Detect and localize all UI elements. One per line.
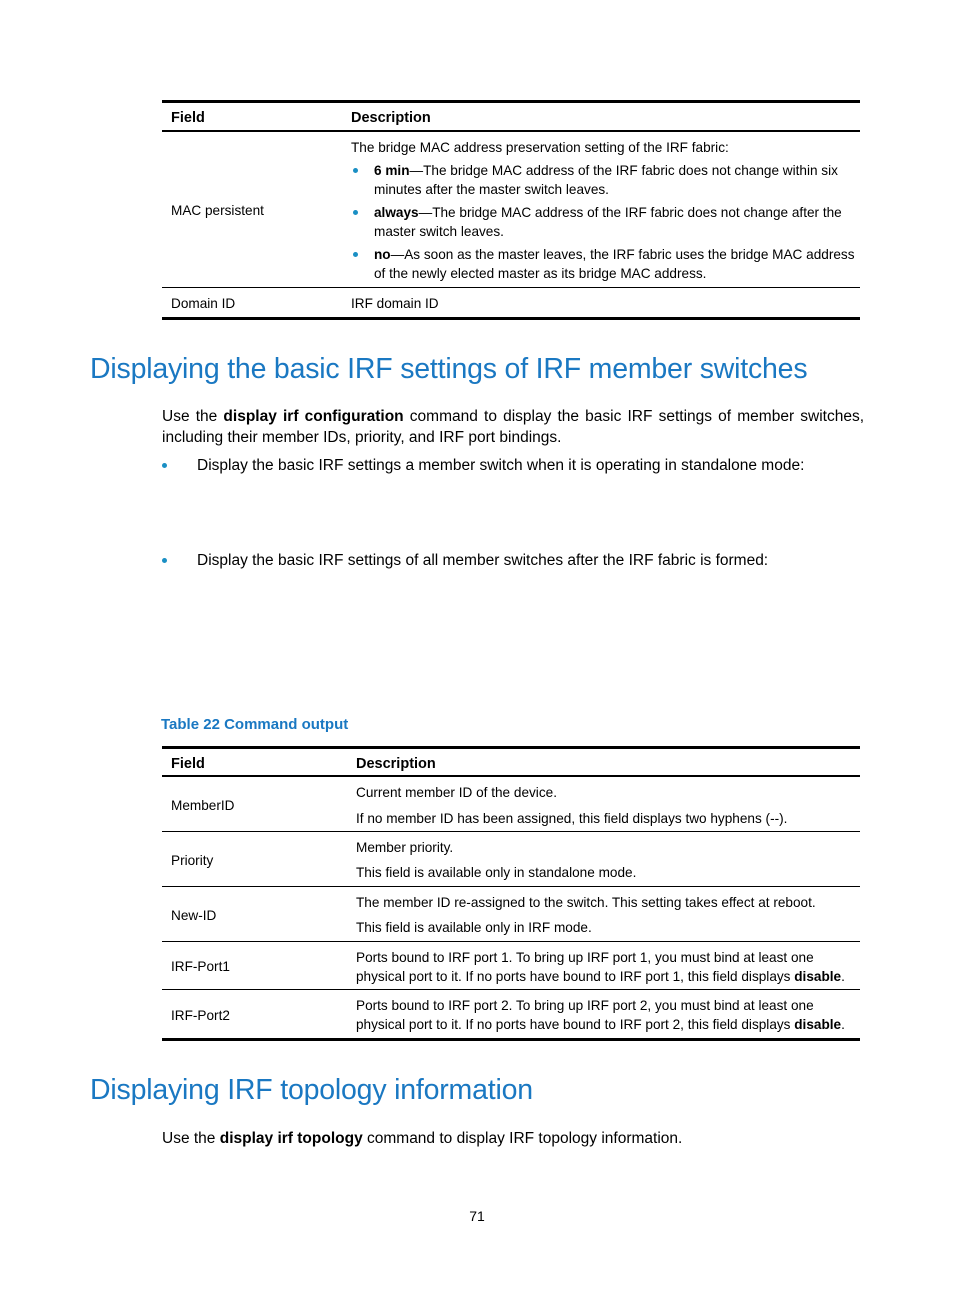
table2-header-rule	[162, 775, 860, 777]
list-item: always—The bridge MAC address of the IRF fabric does not change after the master switch leaves.	[351, 203, 856, 241]
page-number: 71	[469, 1208, 485, 1224]
table2-header-description: Description	[356, 756, 436, 772]
table2-top-rule	[162, 746, 860, 749]
table2-row-divider	[162, 941, 860, 942]
table1-mac-options-list	[351, 157, 856, 283]
table1-header-description: Description	[351, 110, 431, 126]
table2-newid-desc-2: This field is available only in IRF mode.	[356, 920, 592, 935]
table2-row-divider	[162, 831, 860, 832]
list-item: 6 min—The bridge MAC address of the IRF fabric does not change within six minutes after the master switch leaves.	[351, 161, 856, 199]
table2-field-memberid: MemberID	[171, 798, 235, 813]
section-heading-irf-topology: Displaying IRF topology information	[90, 1074, 533, 1106]
table2-row-divider	[162, 886, 860, 887]
table2-field-new-id: New-ID	[171, 908, 217, 923]
table2-priority-desc-1: Member priority.	[356, 840, 454, 855]
table2-field-priority: Priority	[171, 853, 214, 868]
table2-newid-desc-1: The member ID re-assigned to the switch. This setting takes effect at reboot.	[356, 895, 816, 910]
bullet-icon	[162, 558, 167, 563]
table2-header-field: Field	[171, 756, 205, 772]
table1-field-mac-persistent: MAC persistent	[171, 203, 264, 218]
table1-mac-intro: The bridge MAC address preservation setting of the IRF fabric:	[351, 140, 729, 155]
table2-priority-desc-2: This field is available only in standalone mode.	[356, 865, 637, 880]
table2-irf-port1-desc: Ports bound to IRF port 1. To bring up IRF port 1, you must bind at least one physical port to it. If no ports have bound to IRF port 1, this field displays disable.	[356, 950, 845, 984]
table1-header-field: Field	[171, 110, 205, 126]
section1-paragraph: Use the display irf configuration command to display the basic IRF settings of member switches, including their member IDs, priority, and IRF port bindings.	[162, 408, 864, 446]
bullet-icon	[162, 463, 167, 468]
table2-caption: Table 22 Command output	[161, 716, 349, 733]
table2-memberid-desc-2: If no member ID has been assigned, this field displays two hyphens (--).	[356, 811, 788, 826]
table2-irf-port2-desc: Ports bound to IRF port 2. To bring up IRF port 2, you must bind at least one physical port to it. If no ports have bound to IRF port 2, this field displays disable.	[356, 998, 845, 1032]
table2-field-irf-port1: IRF-Port1	[171, 959, 230, 974]
table2-row-divider	[162, 989, 860, 990]
list-item: no—As soon as the master leaves, the IRF fabric uses the bridge MAC address of the newly elected master as its bridge MAC address.	[351, 245, 856, 283]
section2-paragraph: Use the display irf topology command to display IRF topology information.	[162, 1130, 683, 1147]
table1-top-rule	[162, 100, 860, 103]
table1-row-divider	[162, 287, 860, 288]
table2-memberid-desc-1: Current member ID of the device.	[356, 785, 557, 800]
section-heading-basic-irf-settings: Displaying the basic IRF settings of IRF member switches	[90, 353, 808, 385]
table1-field-domain-id: Domain ID	[171, 296, 236, 311]
table2-field-irf-port2: IRF-Port2	[171, 1008, 230, 1023]
table2-bottom-rule	[162, 1038, 860, 1041]
table1-header-rule	[162, 130, 860, 132]
table1-bottom-rule	[162, 317, 860, 320]
table1-domain-description: IRF domain ID	[351, 296, 439, 311]
